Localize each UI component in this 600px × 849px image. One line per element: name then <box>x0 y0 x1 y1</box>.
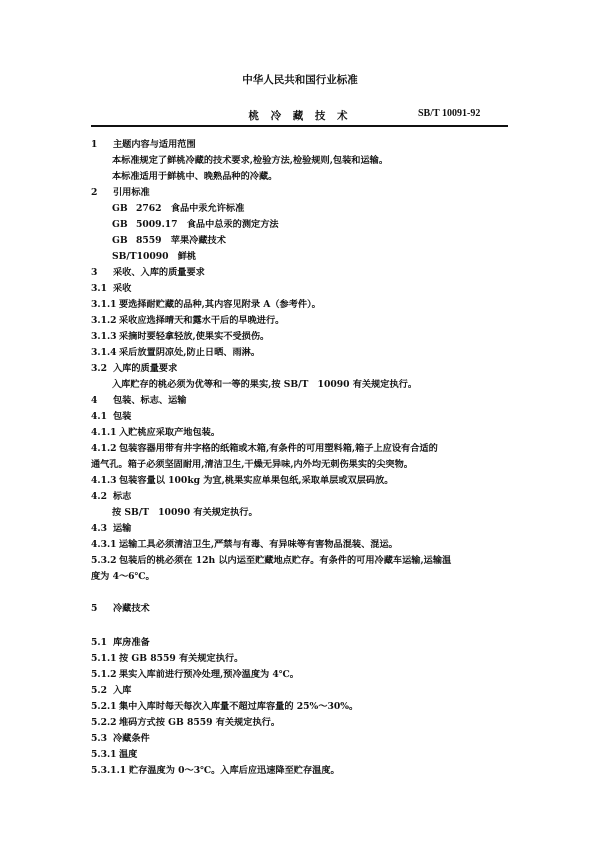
clause-line: 5.3.1.1 贮存温度为 0～3℃。入库后应迅速降至贮存温度。 <box>91 765 340 776</box>
spacer <box>91 617 511 635</box>
header-rule <box>91 125 508 127</box>
clause-line: 5.2.2 堆码方式按 GB 8559 有关规定执行。 <box>91 717 281 728</box>
clause-line: 5.1.1 按 GB 8559 有关规定执行。 <box>91 653 244 664</box>
clause-line: 3.1.1 要选择耐贮藏的品种,其内容见附录 A（参考件）。 <box>91 299 321 310</box>
clause-line: 入库贮存的桃必须为优等和一等的果实,按 SB/T 10090 有关规定执行。 <box>112 379 418 390</box>
clause-line: 5.1 库房准备 <box>91 637 150 648</box>
clause-line: 5.3.1 温度 <box>91 749 138 760</box>
reference-line: GB 5009.17 食品中总汞的测定方法 <box>112 219 279 230</box>
clause-line: 3 采收、入库的质量要求 <box>91 267 205 278</box>
clause-line: 4.1 包装 <box>91 411 132 422</box>
clause-line: 度为 4～6℃。 <box>91 571 155 582</box>
section-heading: 5 冷藏技术 <box>91 603 150 614</box>
standard-code: SB/T 10091-92 <box>418 108 481 119</box>
spacer <box>91 585 511 601</box>
clause-line: 1 主题内容与适用范围 <box>91 139 196 150</box>
clause-line: 4.1.1 入贮桃应采取产地包装。 <box>91 427 221 438</box>
standard-title: 桃 冷 藏 技 术 <box>248 110 352 122</box>
clause-line: 5.1.2 果实入库前进行预冷处理,预冷温度为 4℃。 <box>91 669 299 680</box>
clause-line: 3.1.2 采收应选择晴天和露水干后的早晚进行。 <box>91 315 285 326</box>
clause-line: 4 包装、标志、运输 <box>91 395 187 406</box>
clause-line: 3.2 入库的质量要求 <box>91 363 178 374</box>
clause-line: 3.1.3 采摘时要轻拿轻放,使果实不受损伤。 <box>91 331 270 342</box>
reference-line: SB/T10090 鲜桃 <box>112 251 197 262</box>
clause-line: 按 SB/T 10090 有关规定执行。 <box>112 507 258 518</box>
clause-line: 本标准适用于鲜桃中、晚熟品种的冷藏。 <box>112 171 278 182</box>
clause-line: 3.1.4 采后放置阴凉处,防止日晒、雨淋。 <box>91 347 261 358</box>
clause-line: 4.1.2 包装容器用带有井字格的纸箱或木箱,有条件的可用塑料箱,箱子上应设有合适的 <box>91 443 438 454</box>
clause-line: 4.3 运输 <box>91 523 132 534</box>
clause-line: 4.1.3 包装容量以 100kg 为宜,桃果实应单果包纸,采取单层或双层码放。 <box>91 475 394 486</box>
clause-line: 4.2 标志 <box>91 491 132 502</box>
clause-line: 5.3 冷藏条件 <box>91 733 150 744</box>
clause-line: 4.3.1 运输工具必须清洁卫生,严禁与有毒、有异味等有害物品混装、混运。 <box>91 539 398 550</box>
issuing-org: 中华人民共和国行业标准 <box>242 74 358 86</box>
clause-line: 5.2 入库 <box>91 685 132 696</box>
clause-line: 5.2.1 集中入库时每天每次入库量不超过库容量的 25%～30%。 <box>91 701 359 712</box>
clause-line: 3.1 采收 <box>91 283 132 294</box>
clause-line: 通气孔。箱子必须坚固耐用,清洁卫生,干燥无异味,内外均无刺伤果实的尖突物。 <box>91 459 413 470</box>
clause-line: 本标准规定了鲜桃冷藏的技术要求,检验方法,检验规则,包装和运输。 <box>112 155 389 166</box>
reference-line: GB 2762 食品中汞允许标准 <box>112 203 245 214</box>
document-body <box>91 137 511 779</box>
clause-line: 5.3.2 包装后的桃必须在 12h 以内运至贮藏地点贮存。有条件的可用冷藏车运输,运输温 <box>91 555 452 566</box>
clause-line: 2 引用标准 <box>91 187 150 198</box>
reference-line: GB 8559 苹果冷藏技术 <box>112 235 226 246</box>
